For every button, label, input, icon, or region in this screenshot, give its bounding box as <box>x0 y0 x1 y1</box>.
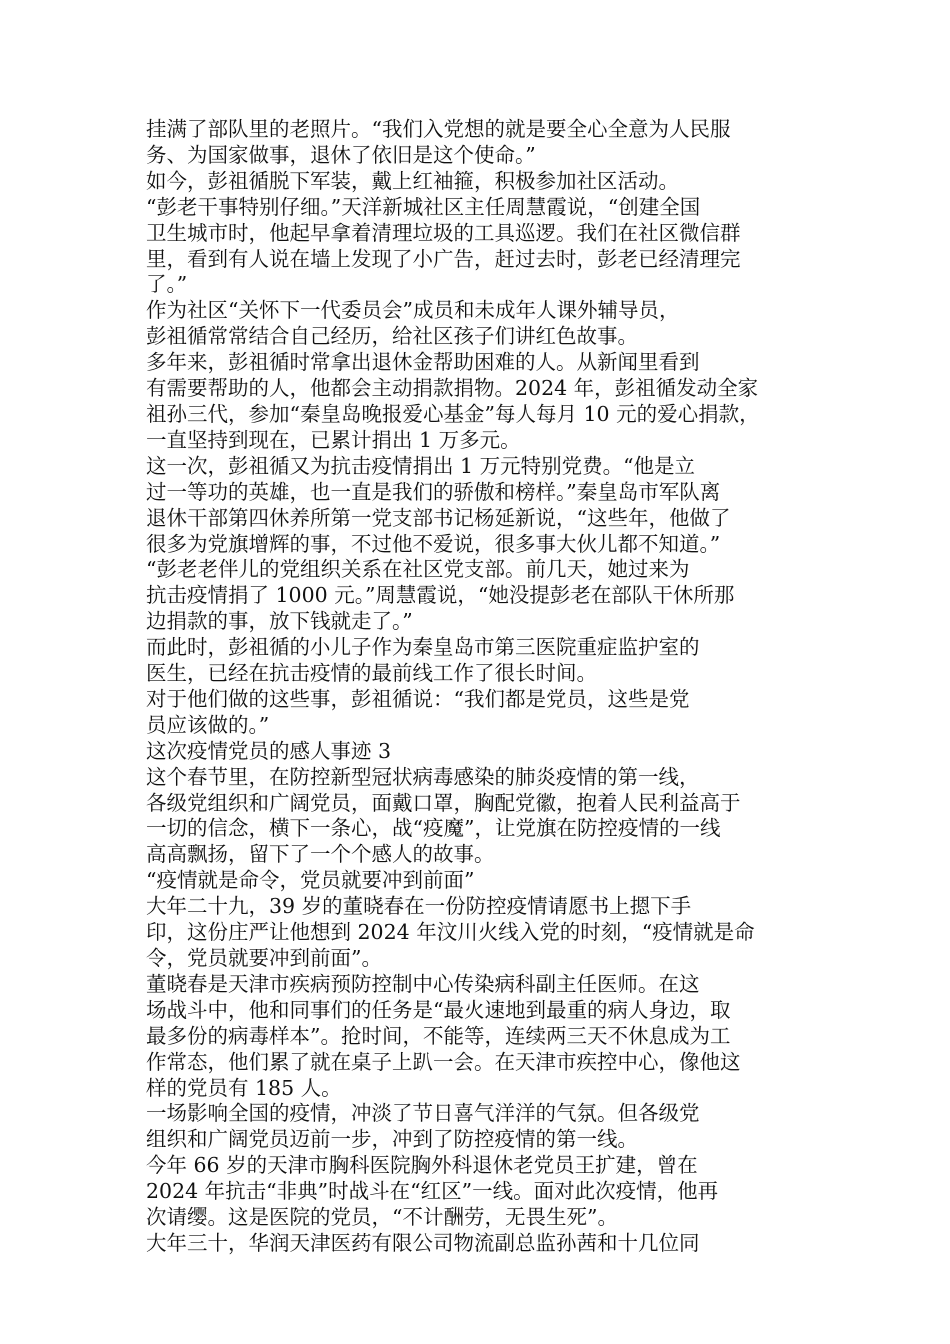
section-heading: 这次疫情党员的感人事迹 3 <box>146 738 392 763</box>
document-body <box>146 117 811 1257</box>
paragraph: 一场影响全国的疫情，冲淡了节日喜气洋洋的气氛。但各级党 组织和广阔党员迈前一步，冲到了防控疫情的第一线。 <box>146 1101 700 1152</box>
paragraph: 这个春节里，在防控新型冠状病毒感染的肺炎疫情的第一线， 各级党组织和广阔党员，面戴口罩，胸配党徽，抱着人民利益高于 一切的信念，横下一条心，战“疫魔”，让党旗在防控疫情的一线 高高飘扬，留下了一个个感人的故事。 <box>146 764 741 867</box>
paragraph: “彭老老伴儿的党组织关系在社区党支部。前几天，她过来为 抗击疫情捐了 1000 元。”周慧霞说，“她没提彭老在部队干休所那 边捐款的事，放下钱就走了。” <box>146 557 735 634</box>
paragraph: 作为社区“关怀下一代委员会”成员和未成年人课外辅导员， 彭祖循常常结合自己经历，给社区孩子们讲红色故事。 <box>146 298 680 349</box>
paragraph: 而此时，彭祖循的小儿子作为秦皇岛市第三医院重症监护室的 医生，已经在抗击疫情的最前线工作了很长时间。 <box>146 635 700 686</box>
paragraph: 对于他们做的这些事，彭祖循说：“我们都是党员，这些是党 员应该做的。” <box>146 686 690 737</box>
paragraph: 今年 66 岁的天津市胸科医院胸外科退休老党员王扩建，曾在 2024 年抗击“非典”时战斗在“红区”一线。面对此次疫情，他再 次请缨。这是医院的党员，“不计酬劳，无畏生死”。 <box>146 1153 719 1230</box>
paragraph: 大年三十，华润天津医药有限公司物流副总监孙茜和十几位同 <box>146 1230 700 1255</box>
paragraph: 这一次，彭祖循又为抗击疫情捐出 1 万元特别党费。“他是立 过一等功的英雄，也一直是我们的骄傲和榜样。”秦皇岛市军队离 退休干部第四休养所第一党支部书记杨延新说，“这些年，他做了 很多为党旗增辉的事，不过他不爱说，很多事大伙儿都不知道。” <box>146 453 731 556</box>
subheading: “疫情就是命令，党员就要冲到前面” <box>146 868 475 893</box>
paragraph: 大年二十九，39 岁的董晓春在一份防控疫情请愿书上摁下手 印，这份庄严让他想到 2024 年汶川火线入党的时刻，“疫情就是命 令，党员就要冲到前面”。 <box>146 894 755 970</box>
paragraph: 多年来，彭祖循时常拿出退休金帮助困难的人。从新闻里看到 有需要帮助的人，他都会主动捐款捐物。2024 年，彭祖循发动全家 祖孙三代，参加“秦皇岛晚报爱心基金”每人每月 10 元的爱心捐款， 一直坚持到现在，已累计捐出 1 万多元。 <box>146 350 760 452</box>
paragraph: 挂满了部队里的老照片。“我们入党想的就是要全心全意为人民服 务、为国家做事，退休了依旧是这个使命。” <box>146 117 731 167</box>
paragraph: 如今，彭祖循脱下军装，戴上红袖箍，积极参加社区活动。 “彭老干事特别仔细。”天洋新城社区主任周慧霞说，“创建全国 卫生城市时，他起早拿着清理垃圾的工具巡逻。我们在社区微信群 里，看到有人说在墙上发现了小广告，赶过去时，彭老已经清理完 了。” <box>146 168 741 297</box>
paragraph: 董晓春是天津市疾病预防控制中心传染病科副主任医师。在这 场战斗中，他和同事们的任务是“最火速地到最重的病人身边，取 最多份的病毒样本”。抢时间，不能等，连续两三天不休息成为工 作常态，他们累了就在桌子上趴一会。在天津市疾控中心，像他这 样的党员有 185 人。 <box>146 971 741 1100</box>
